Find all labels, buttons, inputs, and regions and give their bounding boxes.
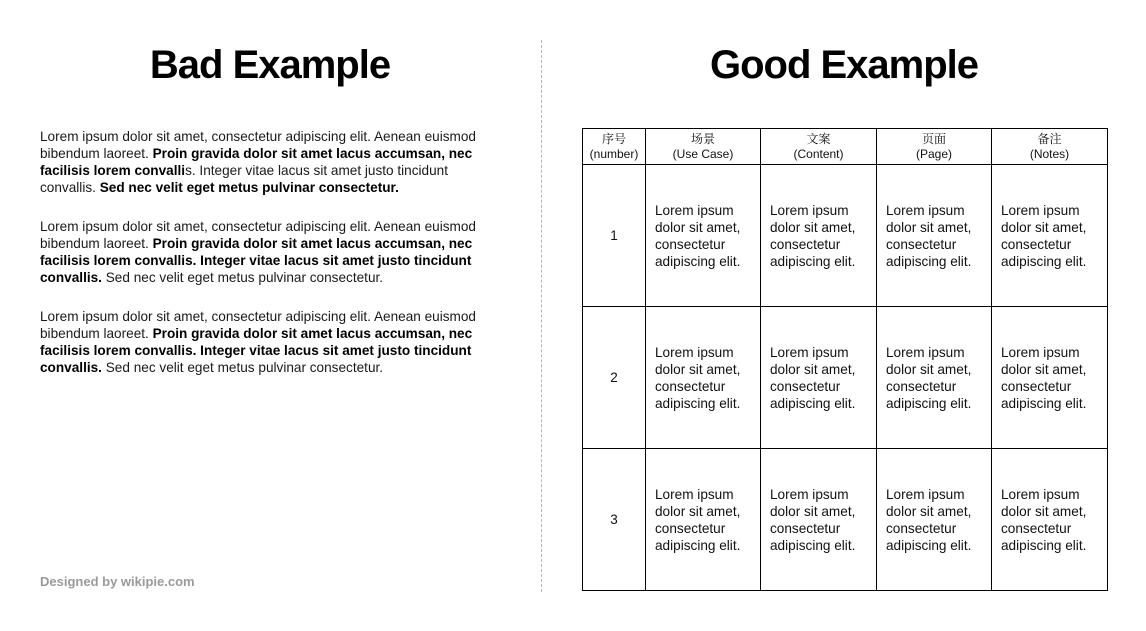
page-cell: Lorem ipsum dolor sit amet, consectetur adipiscing elit. xyxy=(877,307,992,449)
bad-example-paragraph-1 xyxy=(40,128,480,196)
bad-example-paragraphs xyxy=(40,128,480,398)
header-label-en: (Content) xyxy=(793,146,844,161)
table-header-row xyxy=(583,129,1108,165)
header-content xyxy=(761,129,877,165)
use-case-cell: Lorem ipsum dolor sit amet, consectetur adipiscing elit. xyxy=(646,449,761,591)
content-cell: Lorem ipsum dolor sit amet, consectetur adipiscing elit. xyxy=(761,307,877,449)
header-label-zh: 序号 xyxy=(601,131,626,146)
bad-example-title: Bad Example xyxy=(149,43,391,87)
header-label-zh: 备注 xyxy=(1037,131,1062,146)
text-run: Lorem ipsum dolor sit amet, consectetur adipiscing elit. Aenean euismod bibendum laoreet. xyxy=(40,129,476,161)
header-notes xyxy=(992,129,1108,165)
row-number-cell: 3 xyxy=(583,449,646,591)
bad-example-paragraph-3 xyxy=(40,308,480,376)
content-cell: Lorem ipsum dolor sit amet, consectetur adipiscing elit. xyxy=(761,165,877,307)
notes-cell: Lorem ipsum dolor sit amet, consectetur adipiscing elit. xyxy=(992,307,1108,449)
header-label-en: (Page) xyxy=(915,146,953,161)
table-row xyxy=(583,307,1108,449)
bad-example-paragraph-2 xyxy=(40,218,480,286)
row-number-cell: 2 xyxy=(583,307,646,449)
notes-cell: Lorem ipsum dolor sit amet, consectetur adipiscing elit. xyxy=(992,449,1108,591)
header-use-case xyxy=(646,129,761,165)
header-page xyxy=(877,129,992,165)
header-label-zh: 场景 xyxy=(690,131,715,146)
bold-text-run: Proin gravida dolor sit amet lacus accumsan, nec facilisis lorem convallis. Integer vitae lacus sit amet justo tincidunt convallis. xyxy=(40,236,473,285)
page-cell: Lorem ipsum dolor sit amet, consectetur adipiscing elit. xyxy=(877,449,992,591)
text-run: Lorem ipsum dolor sit amet, consectetur adipiscing elit. Aenean euismod bibendum laoreet. xyxy=(40,219,476,251)
header-label-en: (Use Case) xyxy=(672,146,734,161)
bold-text-run: Sed nec velit eget metus pulvinar consectetur. xyxy=(99,180,399,195)
text-run: s. Integer vitae lacus sit amet justo tincidunt convallis. xyxy=(40,163,449,195)
use-case-cell: Lorem ipsum dolor sit amet, consectetur adipiscing elit. xyxy=(646,307,761,449)
designer-credit: Designed by wikipie.com xyxy=(40,574,195,589)
header-number xyxy=(583,129,646,165)
bold-text-run: Proin gravida dolor sit amet lacus accumsan, nec facilisis lorem convalli xyxy=(40,146,473,178)
header-label-zh: 页面 xyxy=(921,131,946,146)
text-run: Lorem ipsum dolor sit amet, consectetur adipiscing elit. Aenean euismod bibendum laoreet. xyxy=(40,309,476,341)
header-label-en: (Notes) xyxy=(1029,146,1070,161)
content-cell: Lorem ipsum dolor sit amet, consectetur adipiscing elit. xyxy=(761,449,877,591)
table-row xyxy=(583,165,1108,307)
center-divider xyxy=(541,40,542,592)
row-number-cell: 1 xyxy=(583,165,646,307)
table-row xyxy=(583,449,1108,591)
header-label-en: (number) xyxy=(589,146,639,161)
use-case-cell: Lorem ipsum dolor sit amet, consectetur adipiscing elit. xyxy=(646,165,761,307)
text-run: Sed nec velit eget metus pulvinar consectetur. xyxy=(101,360,384,375)
page-cell: Lorem ipsum dolor sit amet, consectetur adipiscing elit. xyxy=(877,165,992,307)
text-run: Sed nec velit eget metus pulvinar consectetur. xyxy=(101,270,384,285)
good-example-table xyxy=(582,128,1108,591)
bold-text-run: Proin gravida dolor sit amet lacus accumsan, nec facilisis lorem convallis. Integer vitae lacus sit amet justo tincidunt convallis. xyxy=(40,326,473,375)
notes-cell: Lorem ipsum dolor sit amet, consectetur adipiscing elit. xyxy=(992,165,1108,307)
good-example-title: Good Example xyxy=(709,43,979,87)
header-label-zh: 文案 xyxy=(806,131,831,146)
